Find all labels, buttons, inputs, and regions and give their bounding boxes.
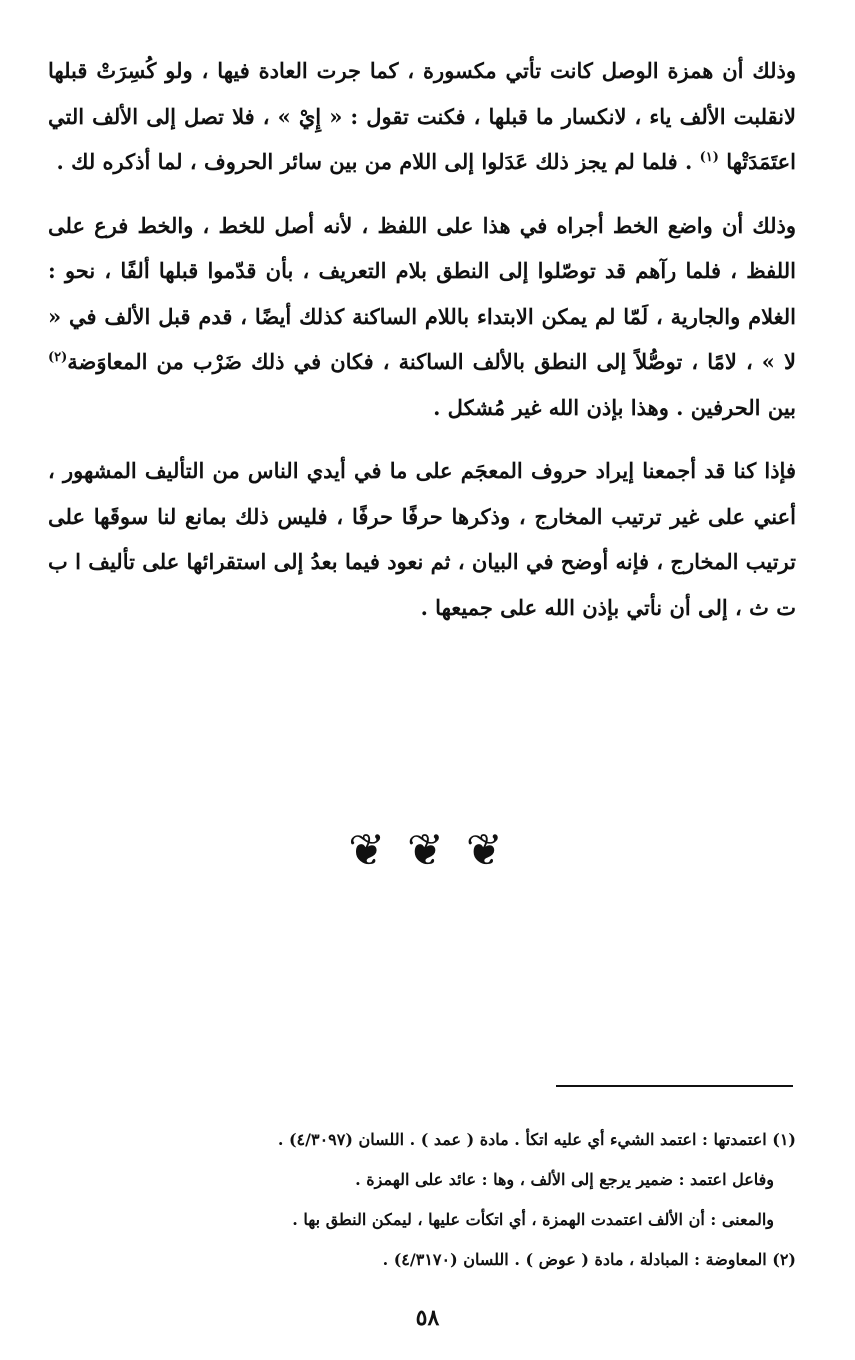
footnotes bbox=[140, 1120, 796, 1280]
ornament-divider: ❦ ❦ ❦ bbox=[348, 825, 507, 876]
paragraph-2 bbox=[48, 203, 796, 431]
footnote-1-meaning-note: والمعنى : أن الألف اعتمدت الهمزة ، أي اتكأت عليها ، ليمكن النطق بها . bbox=[292, 1210, 774, 1229]
footnote-separator-line bbox=[556, 1085, 793, 1087]
footnote-1-subject-note: وفاعل اعتمد : ضمير يرجع إلى الألف ، وها : عائد على الهمزة . bbox=[355, 1170, 774, 1189]
paragraph-2-text-continued: بين الحرفين . وهذا بإذن الله غير مُشكل . bbox=[433, 394, 796, 420]
paragraph-1-text-continued: . فلما لم يجز ذلك عَدَلوا إلى اللام من بين سائر الحروف ، لما أذكره لك . bbox=[56, 149, 693, 174]
footnote-marker-1: (١) bbox=[699, 150, 719, 165]
paragraph-3 bbox=[48, 448, 796, 630]
paragraph-1 bbox=[48, 48, 796, 185]
footnote-1: (١) اعتمدتها : اعتمد الشيء أي عليه اتكأ . مادة ( عمد ) . اللسان (٤/٣٠٩٧) . bbox=[277, 1130, 796, 1149]
main-text bbox=[48, 48, 796, 648]
footnote-marker-2: (٢) bbox=[48, 350, 68, 365]
paragraph-2-text: وذلك أن واضع الخط أجراه في هذا على اللفظ ، لأنه أصل للخط ، والخط فرع على اللفظ ، فلما رآهم قد توصّلوا إلى النطق بلام التعريف ، بأن قدّموا قبلها ألفًا ، نحو : الغلام والجارية ، لَمّا لم يمكن الابتداء باللام الساكنة كذلك أيضًا ، قدم قبل الألف في « لا » ، لامًا ، توصُّلاً إلى النطق بالألف الساكنة ، فكان في ذلك ضَرْب من المعاوَضة bbox=[48, 212, 796, 374]
footnote-2: (٢) المعاوضة : المبادلة ، مادة ( عوض ) . اللسان (٤/٣١٧٠) . bbox=[382, 1250, 796, 1269]
page-number: ٥٨ bbox=[415, 1305, 440, 1331]
paragraph-1-text: وذلك أن همزة الوصل كانت تأتي مكسورة ، كما جرت العادة فيها ، ولو كُسِرَتْ قبلها لانقلبت الألف ياء ، لانكسار ما قبلها ، فكنت تقول : « إِيْ » ، فلا تصل إلى الألف التي اعتَمَدَتْها bbox=[48, 58, 796, 174]
paragraph-3-text: فإذا كنا قد أجمعنا إيراد حروف المعجَم على ما في أيدي الناس من التأليف المشهور ، أعني على غير ترتيب المخارج ، وذكرها حرفًا حرفًا ، فليس ذلك بمانع لنا سوقَها على ترتيب المخارج ، فإنه أوضح في البيان ، ثم نعود فيما بعدُ إلى استقرائها على تأليف ا ب ت ث ، إلى أن نأتي بإذن الله على جميعها . bbox=[48, 458, 796, 620]
